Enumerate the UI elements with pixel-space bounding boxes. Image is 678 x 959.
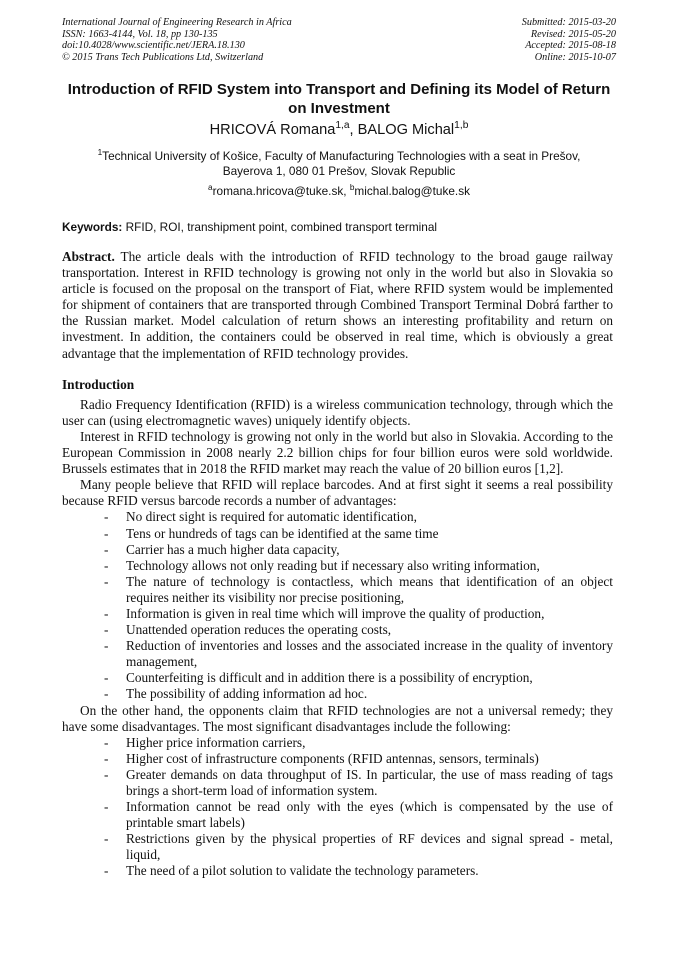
paper-title: Introduction of RFID System into Transport and Defining its Model of Return on Investment: [67, 81, 611, 117]
affiliation-line: Bayerova 1, 080 01 Prešov, Slovak Republic: [222, 164, 456, 178]
email-link[interactable]: michal.balog@tuke.sk: [354, 184, 470, 198]
keywords-text: RFID, ROI, transhipment point, combined transport terminal: [125, 220, 438, 234]
submission-dates: [522, 17, 616, 63]
list-item: - No direct sight is required for automatic identification,: [126, 509, 613, 525]
journal-name: International Journal of Engineering Research in Africa: [62, 17, 292, 28]
list-item: - Technology allows not only reading but if necessary also writing information,: [126, 558, 613, 574]
date-accepted: Accepted: 2015-08-18: [525, 40, 616, 52]
journal-info: [62, 17, 292, 63]
journal-issn: ISSN: 1663-4144, Vol. 18, pp 130-135: [62, 28, 218, 40]
date-submitted: Submitted: 2015-03-20: [521, 17, 616, 28]
author-emails: $^a$romana.hricova@tuke.sk, $^b$michal.balog@tuke.sk: [208, 183, 470, 198]
keywords-label: Keywords:: [62, 220, 123, 234]
advantages-list: [62, 509, 613, 702]
date-online: Online: 2015-10-07: [534, 51, 616, 63]
email-mark: b: [349, 183, 355, 193]
affiliation: [62, 149, 616, 179]
list-item: - Counterfeiting is difficult and in addition there is a possibility of encryption,: [126, 670, 613, 686]
author-affiliation-mark: 1,a: [335, 120, 350, 132]
paragraph: On the other hand, the opponents claim that RFID technologies are not a universal remedy; they have some disadvantages. The most significant disadvantages include the following:: [62, 702, 613, 734]
paper-body: [62, 249, 613, 880]
disadvantages-list: [62, 735, 613, 880]
list-item: - Higher price information carriers,: [126, 735, 613, 751]
author-name: HRICOVÁ Romana: [209, 122, 336, 138]
list-item: - Carrier has a much higher data capacity,: [126, 542, 613, 558]
email-link[interactable]: romana.hricova@tuke.sk: [212, 184, 344, 198]
list-item: - The possibility of adding information ad hoc.: [126, 686, 613, 702]
list-item: - Tens or hundreds of tags can be identified at the same time: [126, 526, 613, 542]
author-list: [62, 122, 616, 138]
journal-copyright: © 2015 Trans Tech Publications Ltd, Switzerland: [62, 51, 264, 63]
keywords: [62, 220, 616, 234]
list-item: - Information cannot be read only with the eyes (which is compensated by the use of printable smart labels): [126, 799, 613, 831]
email-mark: a: [208, 183, 213, 193]
paragraph: Interest in RFID technology is growing not only in the world but also in Slovakia. According to the European Commission in 2008 nearly 2.2 billion chips for four billion euros were sold worldwide. Brussels estimates that in 2018 the RFID market may reach the value of 20 billion euros [1,2].: [62, 428, 613, 477]
section-heading: Introduction: [62, 376, 135, 392]
list-item: - The need of a pilot solution to validate the technology parameters.: [126, 863, 613, 879]
list-item: - Reduction of inventories and losses and the associated increase in the quality of inventory management,: [126, 638, 613, 670]
author-separator: ,: [349, 122, 358, 138]
date-revised: Revised: 2015-05-20: [530, 28, 616, 40]
paragraph: Radio Frequency Identification (RFID) is a wireless communication technology, through which the user can (using electromagnetic waves) uniquely identify objects.: [62, 396, 613, 428]
abstract: [62, 249, 613, 362]
list-item: - Greater demands on data throughput of IS. In particular, the use of mass reading of tags brings a short-term load of information system.: [126, 767, 613, 799]
list-item: - Unattended operation reduces the operating costs,: [126, 622, 613, 638]
list-item: - Restrictions given by the physical properties of RF devices and signal spread - metal, liquid,: [126, 831, 613, 863]
journal-doi: doi:10.4028/www.scientific.net/JERA.18.130: [62, 40, 245, 52]
abstract-text: The article deals with the introduction of RFID technology to the broad gauge railway transportation. Interest in RFID technology is growing not only in the world but also in Slovakia so article is focused on the proposal on the transport of Fiat, where RFID system would be implemented for shipment of containers that are transported through Combined Transport Terminal Dobrá farther to the Russian market. Model calculation of return shows an interesting profitability and return on investment. In addition, the containers could be observed in real time, which is obviously a great advantage that the implementation of RFID technology provides.: [62, 249, 613, 361]
affiliation-mark: 1: [97, 148, 103, 158]
paragraph: Many people believe that RFID will replace barcodes. And at first sight it seems a real possibility because RFID versus barcode records a number of advantages:: [62, 477, 613, 509]
author-name: BALOG Michal: [357, 122, 455, 138]
list-item: - The nature of technology is contactless, which means that identification of an object requires neither its visibility nor precise positioning,: [126, 574, 613, 606]
abstract-label: Abstract.: [62, 249, 115, 264]
affiliation-line: Technical University of Košice, Faculty of Manufacturing Technologies with a seat in Prešov,: [102, 149, 581, 163]
list-item: - Higher cost of infrastructure components (RFID antennas, sensors, terminals): [126, 751, 613, 767]
list-item: - Information is given in real time which will improve the quality of production,: [126, 606, 613, 622]
author-affiliation-mark: 1,b: [454, 120, 469, 132]
